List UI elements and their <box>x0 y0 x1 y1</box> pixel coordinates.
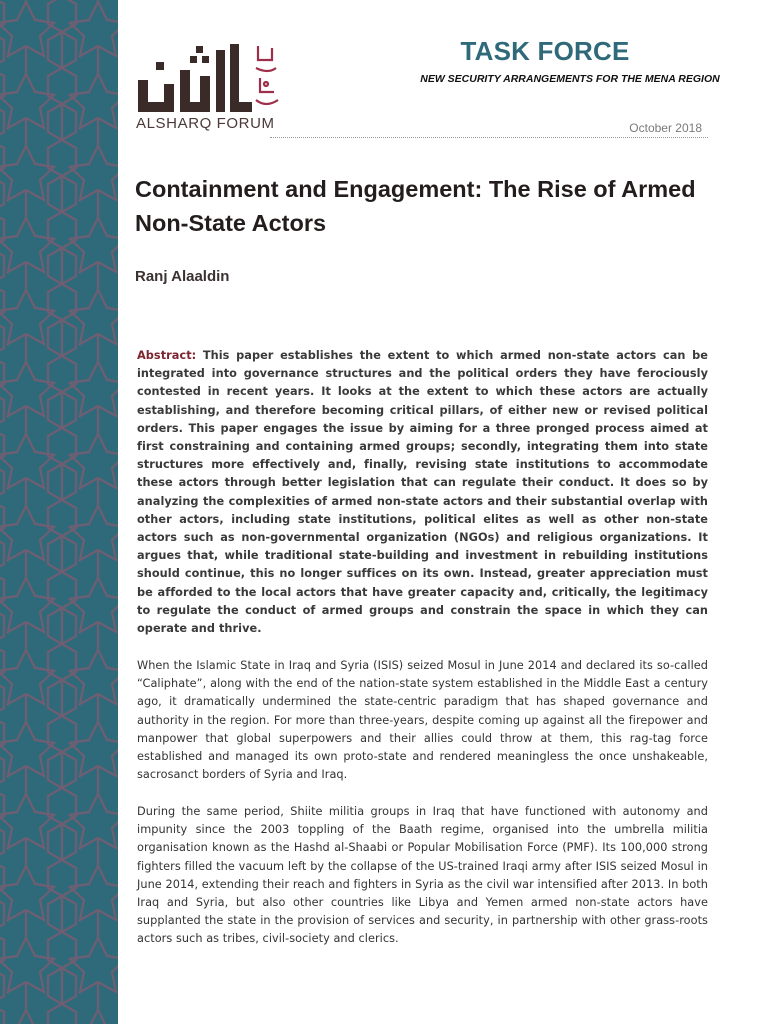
header-divider <box>270 137 708 138</box>
body-paragraph: When the Islamic State in Iraq and Syria (ISIS) seized Mosul in June 2014 and declared its so-called “Caliphate”, along with the end of the nation-state system established in the Middle East a century ago, it dramatically undermined the state-centric paradigm that has shaped governance and authority in the region. For more than three-years, despite coming up against all the firepower and manpower that global superpowers and their allies could throw at them, this rag-tag force established and managed its own proto-state and rendered meaningless the once unshakeable, sacrosanct borders of Syria and Iraq. <box>137 659 708 782</box>
arabic-calligraphy-logo-mark <box>136 40 286 114</box>
body-paragraph: During the same period, Shiite militia groups in Iraq that have functioned with autonomy and impunity since the 2003 toppling of the Baath regime, organised into the umbrella militia organisation known as the Hashd al-Shaabi or Popular Mobilisation Force (PMF). Its 100,000 strong fighters filled the vacuum left by the collapse of the US-trained Iraqi army after ISIS seized Mosul in June 2014, extending their reach and fighters in Syria as the civil war intensified after 2013. In both Iraq and Syria, but also other countries like Libya and Yemen armed non-state actors have supplanted the state in the provision of services and security, in partnership with other grass-roots actors such as tribes, civil-society and clerics. <box>137 805 708 946</box>
publication-date: October 2018 <box>629 121 702 135</box>
series-title: TASK FORCE <box>460 36 630 66</box>
decorative-pattern-band <box>0 0 118 1024</box>
logo-wordmark: ALSHARQ FORUM <box>136 115 275 132</box>
alsharq-forum-logo <box>136 40 286 140</box>
series-subtitle: NEW SECURITY ARRANGEMENTS FOR THE MENA REGION <box>420 73 720 85</box>
star-pattern-graphic <box>0 0 118 1024</box>
abstract-label: Abstract: <box>137 349 197 362</box>
author-name: Ranj Alaaldin <box>135 268 230 285</box>
abstract-text: This paper establishes the extent to which armed non-state actors can be integrated into governance structures and the political orders they have ferociously contested in recent years. It looks at the extent to which these actors are actually establishing, and therefore becoming critical pillars, of either new or revised political orders. This paper engages the issue by aiming for a three pronged process aimed at first constraining and containing armed groups; secondly, integrating them into state structures more effectively and, finally, revising state institutions to accommodate these actors through better legislation that can regulate their conduct. It does so by analyzing the complexities of armed non-state actors and their substantial overlap with other actors, including state institutions, political elites as well as other non-state actors such as non-governmental organization (NGOs) and religious organizations. It argues that, while traditional state-building and investment in rebuilding institutions should continue, this no longer suffices on its own. Instead, greater appreciation must be afforded to the local actors that have greater capacity and, critically, the legitimacy to regulate the conduct of armed groups and constrain the space in which they can operate and thrive. <box>137 349 708 636</box>
abstract <box>137 347 708 638</box>
paper-title: Containment and Engagement: The Rise of Armed Non-State Actors <box>135 176 696 236</box>
